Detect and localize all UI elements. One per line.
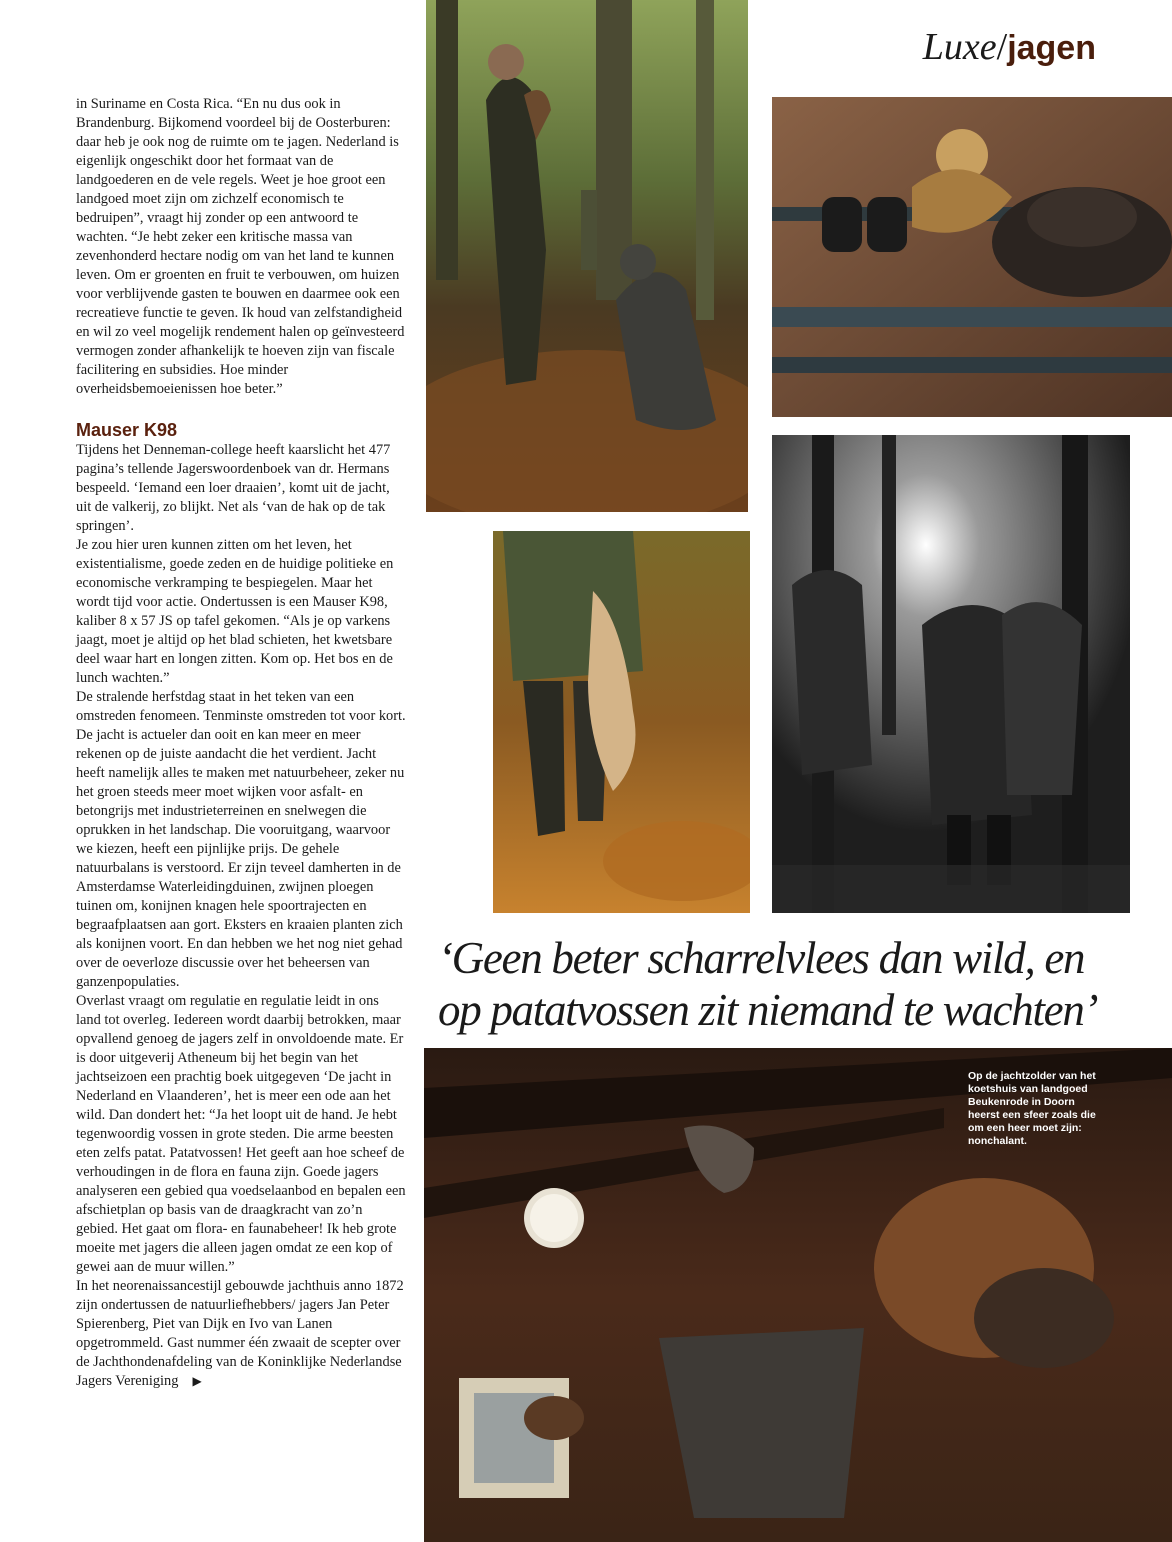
- header-separator: /: [996, 26, 1008, 68]
- body-paragraph: Tijdens het Denneman-college heeft kaarslicht het 477 pagina’s tellende Jagerswoordenboek van dr. Hermans bespeeld. ‘Iemand een loer draaien’, komt uit de jacht, uit de valkerij, zo blijkt. Net als ‘van de hak op de tak springen’.: [76, 442, 391, 534]
- body-paragraph-text: In het neorenaissancestijl gebouwde jachthuis anno 1872 zijn ondertussen de natuurliefhebbers/ jagers Jan Peter Spierenberg, Piet van Dijk en Ivo van Lanen opgetrommeld. Gast nummer één zwaait de scepter over de Jachthondenafdeling van de Koninklijke Nederlandse Jagers Vereniging: [76, 1278, 404, 1389]
- section-header: [923, 22, 1096, 73]
- continue-arrow-icon: ▶: [192, 1374, 202, 1388]
- photo-hunter-with-hare: [493, 531, 750, 913]
- pull-quote-line-2: op patatvossen zit niemand te wachten’: [438, 985, 1098, 1035]
- photo-caption: Op de jachtzolder van het koetshuis van landgoed Beukenrode in Doorn heerst een sfeer zoals die om een heer moet zijn: nonchalant.: [968, 1070, 1096, 1147]
- magazine-brand: Luxe: [922, 26, 997, 68]
- pull-quote: [438, 932, 1158, 1036]
- body-paragraph: De stralende herfstdag staat in het teken van een omstreden fenomeen. Tenminste omstreden tot voor kort. De jacht is actueler dan ooit en kan meer en meer rekenen op de juiste aandacht die het verdient. Jacht heeft namelijk alles te maken met natuurbeheer, zeker nu het groen steeds meer moet wijken voor asfalt- en betongrijs met industrieterreinen en snelwegen die oprukken in het landschap. Die vooruitgang, waarvoor we kiezen, heeft een pijnlijke prijs. De gehele natuurbalans is verstoord. Er zijn teveel damherten in de Amsterdamse Waterleidingduinen, zwijnen ploegen tuinen om, konijnen knagen hele spoortrajecten en begraafplaatsen aan gort. Eksters en kraaien planten zich als konijnen voort. En dan hebben we het nog niet gehad over de oeverloze discussie over het beheersen van ganzenpopulaties.: [76, 689, 406, 990]
- pull-quote-line-1: ‘Geen beter scharrelvlees dan wild, en: [438, 933, 1085, 983]
- subheading: Mauser K98: [76, 420, 178, 440]
- body-paragraph: Je zou hier uren kunnen zitten om het leven, het existentialisme, goede zeden en de huidige politieke en economische verkramping te bespiegelen. Maar het wordt tijd voor actie. Ondertussen is een Mauser K98, kaliber 8 x 57 JS op tafel gekomen. “Als je op varkens jaagt, moet je altijd op het blad schieten, het kwetsbare deel waar hart en longen zitten. Kom op. Het bos en de lunch wachten.”: [76, 537, 394, 686]
- body-paragraph: Overlast vraagt om regulatie en regulatie leidt in ons land tot overleg. Iedereen wordt daarbij betrokken, maar opvallend genoeg de jagers zelf in onvoldoende mate. Er is door uitgeverij Atheneum bij het begin van het jachtseizoen een prachtig boek uitgegeven ‘De jacht in Nederland en Vlaanderen’, het is meer een ode aan het wild. Dan dondert het: “Ja het loopt uit de hand. Je hebt tegenwoordig vossen in grote steden. Die arme beesten eten zelfs patat. Patatvossen! Het geeft aan hoe scheef de verhoudingen in de flora en fauna zijn. Goede jagers analyseren een gebied qua voedselaanbod en bepalen een afschietplan op basis van de draagkracht van zo’n gebied. Het gaat om flora- en faunabeheer! Ik heb grote moeite met jagers die alleen jagen omdat ze een kop of gewei aan de muur willen.”: [76, 993, 406, 1275]
- photo-hunter-falcon-dog: [426, 0, 748, 512]
- section-title: jagen: [1007, 29, 1096, 67]
- body-paragraph: in Suriname en Costa Rica. “En nu dus ook in Brandenburg. Bijkomend voordeel bij de Oosterburen: daar heb je ook nog de ruimte om te jagen. Nederland is eigenlijk ongeschikt door het formaat van de landgoederen en de vele regels. Weet je hoe groot een landgoed moet zijn om zichzelf economisch te bedruipen”, vraagt hij zonder op een antwoord te wachten. “Je hebt zeker een kritische massa van zevenhonderd hectare nodig om van het land te kunnen leven. Om er groenten en fruit te verbouwen, om huizen voor verblijvende gasten te bouwen en daarmee ook een recreatieve functie te geven. Ik houd van zelfstandigheid en wil zo veel mogelijk rendement halen op geïnvesteerd vermogen zonder afhankelijk te hoeven zijn van fiscale facilitering en subsidies. Hoe minder overheidsbemoeienissen hoe beter.”: [76, 96, 405, 397]
- article-body: [76, 95, 406, 1391]
- body-paragraph-last: [76, 1277, 406, 1391]
- photo-binoculars-horn-hat: [772, 97, 1172, 417]
- photo-hunters-walking-bw: [772, 435, 1130, 913]
